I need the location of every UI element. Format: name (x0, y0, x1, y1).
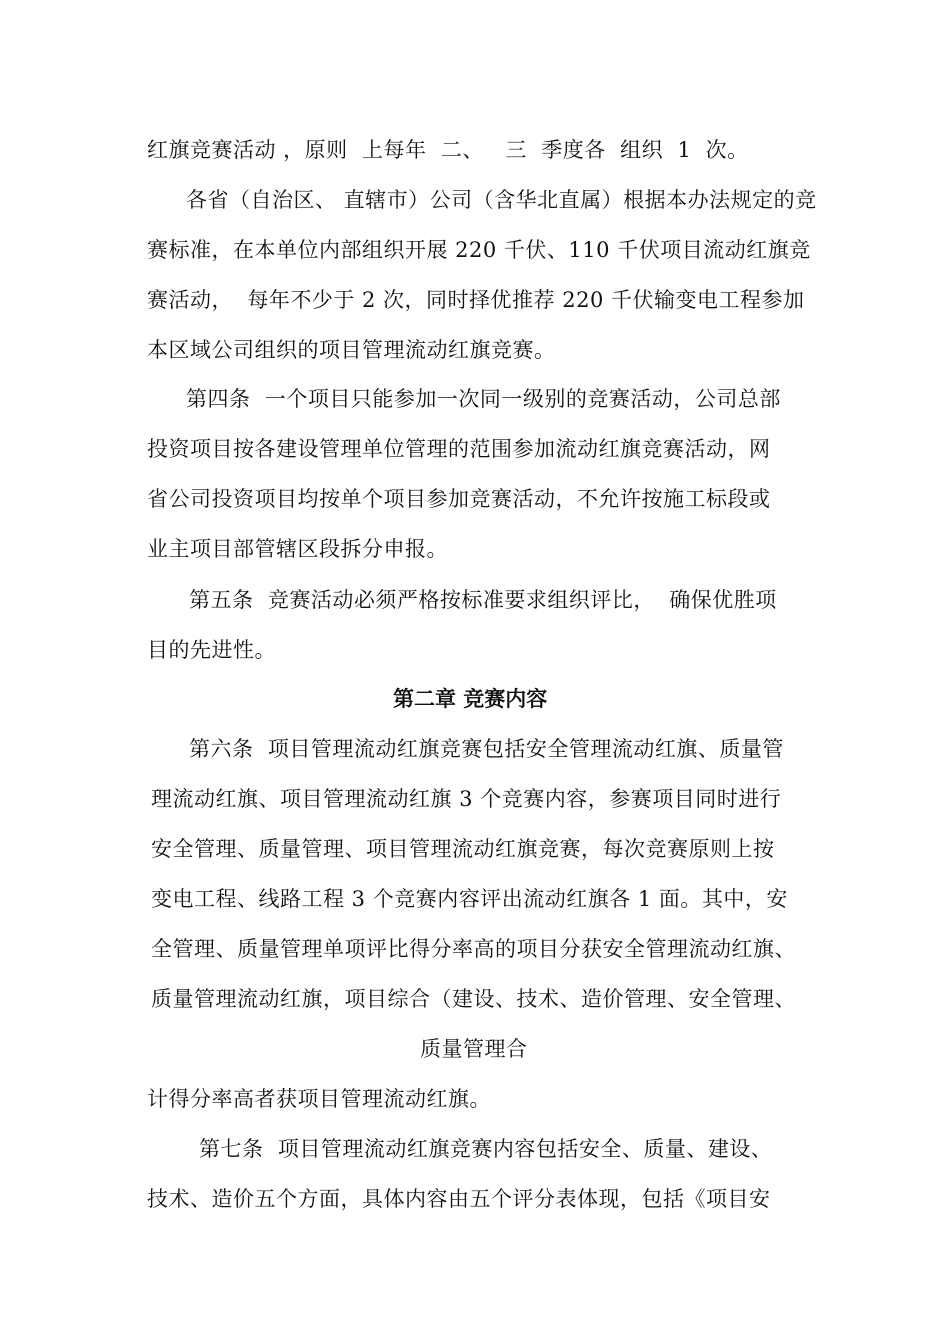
text-line: 省公司投资项目均按单个项目参加竞赛活动，不允许按施工标段或 (147, 487, 771, 511)
text-line: 第四条 一个项目只能参加一次同一级别的竞赛活动，公司总部 (186, 387, 781, 411)
text-line: 目的先进性。 (147, 638, 276, 662)
text-line: 红旗竞赛活动 ，原则 上每年 二、 三 季度各 组织 1 次。 (147, 138, 749, 162)
text-line: 本区域公司组织的项目管理流动红旗竞赛。 (147, 338, 556, 362)
text-line: 理流动红旗、项目管理流动红旗 3 个竞赛内容，参赛项目同时进行 (151, 787, 782, 811)
chapter-heading: 第二章 竞赛内容 (393, 687, 548, 711)
text-line: 第六条 项目管理流动红旗竞赛包括安全管理流动红旗、质量管 (189, 737, 784, 761)
text-line: 赛标准，在本单位内部组织开展 220 千伏、110 千伏项目流动红旗竞 (147, 238, 811, 262)
text-line: 全管理、质量管理单项评比得分率高的项目分获安全管理流动红旗、 (151, 937, 796, 961)
text-line: 第五条 竞赛活动必须严格按标准要求组织评比， 确保优胜项 (189, 588, 777, 612)
text-line: 第七条 项目管理流动红旗竞赛内容包括安全、质量、建设、 (199, 1137, 773, 1161)
text-line: 计得分率高者获项目管理流动红旗。 (147, 1087, 491, 1111)
text-line: 业主项目部管辖区段拆分申报。 (147, 537, 448, 561)
text-line: 质量管理流动红旗，项目综合（建设、技术、造价管理、安全管理、 (151, 987, 796, 1011)
text-line: 技术、造价五个方面，具体内容由五个评分表体现，包括《项目安 (147, 1187, 771, 1211)
text-line: 赛活动， 每年不少于 2 次，同时择优推荐 220 千伏输变电工程参加 (147, 288, 805, 312)
text-line: 各省（自治区、 直辖市）公司（含华北直属）根据本办法规定的竞 (186, 188, 817, 212)
text-line: 安全管理、质量管理、项目管理流动红旗竞赛，每次竞赛原则上按 (151, 837, 775, 861)
text-line: 质量管理合 (420, 1037, 528, 1061)
text-line: 变电工程、线路工程 3 个竞赛内容评出流动红旗各 1 面。其中，安 (151, 887, 788, 911)
text-line: 投资项目按各建设管理单位管理的范围参加流动红旗竞赛活动，网 (147, 437, 771, 461)
